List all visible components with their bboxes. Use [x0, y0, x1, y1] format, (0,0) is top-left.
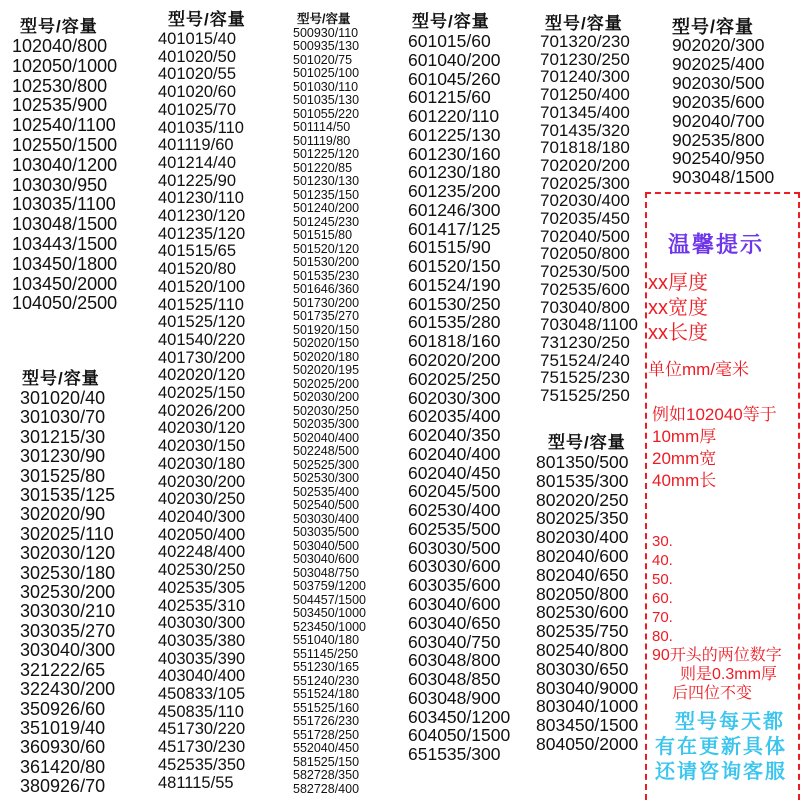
model-capacity-entry: 803040/9000 — [536, 677, 639, 698]
column-header: 型号/容量 — [548, 433, 626, 452]
model-capacity-entry: 731230/250 — [540, 332, 630, 352]
model-capacity-entry: 702035/450 — [540, 209, 630, 229]
model-capacity-entry: 501119/80 — [293, 133, 351, 148]
model-capacity-entry: 802540/800 — [536, 639, 629, 660]
model-capacity-entry: 703048/1100 — [540, 315, 639, 335]
model-capacity-entry: 581525/150 — [293, 754, 360, 769]
model-capacity-entry: 451730/230 — [158, 738, 246, 757]
model-capacity-entry: 481115/55 — [158, 773, 234, 792]
model-capacity-entry: 602040/350 — [408, 425, 501, 446]
model-capacity-entry: 603450/1200 — [408, 706, 511, 727]
model-capacity-entry: 401520/100 — [158, 277, 246, 296]
model-capacity-entry: 502535/400 — [293, 484, 360, 499]
model-capacity-entry: 452535/350 — [158, 755, 246, 774]
model-capacity-entry: 603035/600 — [408, 575, 501, 596]
model-capacity-entry: 302530/200 — [20, 582, 116, 603]
model-capacity-entry: 501220/85 — [293, 160, 353, 175]
dimension-legend — [648, 271, 708, 346]
model-capacity-entry: 501035/130 — [293, 93, 360, 107]
model-capacity-entry: 602035/400 — [408, 406, 501, 427]
model-capacity-entry: 360930/60 — [20, 737, 106, 758]
model-capacity-entry: 702535/600 — [540, 279, 630, 299]
model-capacity-entry: 501515/80 — [293, 228, 353, 242]
model-capacity-entry: 302530/180 — [20, 562, 116, 583]
model-capacity-entry: 503450/1000 — [293, 606, 366, 620]
model-capacity-entry: 551728/250 — [293, 727, 360, 742]
model-capacity-entry: 403040/400 — [158, 667, 246, 686]
prefix-note-line: 则是0.3mm厚 — [680, 666, 777, 683]
model-capacity-entry: 301230/90 — [20, 446, 106, 467]
model-capacity-entry: 803030/650 — [536, 658, 629, 679]
model-capacity-entry: 701320/230 — [540, 32, 630, 51]
update-note-line: 型号每天都 — [675, 711, 785, 733]
model-capacity-entry: 402030/180 — [158, 454, 246, 473]
model-capacity-list — [536, 453, 638, 754]
model-capacity-entry: 601045/260 — [408, 68, 501, 89]
model-capacity-entry: 450835/110 — [158, 702, 244, 721]
model-capacity-entry: 402030/120 — [158, 419, 246, 438]
model-capacity-entry: 801535/300 — [536, 470, 629, 491]
model-capacity-entry: 401119/60 — [158, 136, 234, 155]
model-capacity-entry: 601515/90 — [408, 237, 491, 258]
model-capacity-entry: 401540/220 — [158, 330, 246, 349]
model-capacity-entry: 601535/280 — [408, 312, 501, 333]
prefix-list — [652, 532, 673, 646]
model-capacity-entry: 902025/400 — [672, 53, 765, 74]
model-capacity-entry: 503030/400 — [293, 511, 360, 526]
model-capacity-entry: 601015/60 — [408, 31, 491, 51]
model-capacity-entry: 603040/650 — [408, 612, 501, 633]
model-capacity-entry: 102530/800 — [12, 75, 108, 96]
model-capacity-entry: 702025/300 — [540, 173, 630, 193]
model-capacity-entry: 902020/300 — [672, 35, 765, 55]
column-header: 型号/容量 — [20, 17, 98, 36]
model-capacity-entry: 401230/110 — [158, 189, 244, 208]
model-capacity-entry: 551525/160 — [293, 700, 360, 715]
model-capacity-entry: 601524/190 — [408, 274, 501, 295]
model-capacity-entry: 703040/800 — [540, 297, 630, 317]
model-capacity-entry: 701435/320 — [540, 120, 630, 140]
model-capacity-entry: 450833/105 — [158, 685, 246, 704]
model-capacity-entry: 751525/250 — [540, 386, 630, 406]
model-capacity-entry: 350926/60 — [20, 698, 106, 719]
model-capacity-entry: 500930/110 — [293, 25, 359, 40]
example-line: 40mm长 — [652, 471, 717, 490]
model-capacity-entry: 401025/70 — [158, 100, 236, 119]
model-capacity-entry: 301535/125 — [20, 485, 116, 506]
model-capacity-entry: 802020/250 — [536, 489, 629, 510]
model-capacity-entry: 501230/130 — [293, 174, 360, 188]
prefix-line: 60. — [652, 590, 673, 607]
model-capacity-entry: 701240/300 — [540, 67, 630, 87]
model-capacity-entry: 501025/100 — [293, 66, 360, 80]
model-capacity-entry: 501030/110 — [293, 79, 359, 94]
prefix-note-line: 90开头的两位数字 — [652, 647, 782, 664]
model-capacity-entry: 503035/500 — [293, 525, 360, 539]
model-capacity-entry: 503048/750 — [293, 565, 360, 580]
model-capacity-entry: 302020/90 — [20, 504, 106, 525]
model-capacity-entry: 103035/1100 — [12, 194, 116, 215]
model-capacity-entry: 551524/180 — [293, 687, 360, 701]
prefix-note-line: 后四位不变 — [672, 685, 753, 702]
model-capacity-entry: 501646/360 — [293, 282, 360, 296]
model-capacity-entry: 103443/1500 — [12, 233, 118, 254]
model-capacity-entry: 401015/40 — [158, 30, 236, 48]
model-capacity-list — [293, 27, 366, 797]
model-capacity-entry: 551145/250 — [293, 646, 359, 661]
prefix-line: 40. — [652, 552, 673, 569]
model-capacity-entry: 501240/200 — [293, 201, 360, 215]
model-capacity-entry: 402026/200 — [158, 401, 246, 420]
model-capacity-entry: 402040/300 — [158, 507, 246, 526]
model-capacity-list — [672, 36, 774, 187]
model-capacity-entry: 380926/70 — [20, 776, 106, 797]
model-capacity-entry: 102535/900 — [12, 95, 108, 116]
model-capacity-entry: 902540/950 — [672, 148, 765, 169]
model-capacity-entry: 103030/950 — [12, 174, 108, 195]
model-capacity-entry: 601230/160 — [408, 143, 501, 164]
model-capacity-entry: 651535/300 — [408, 744, 501, 765]
model-capacity-entry: 102550/1500 — [12, 134, 118, 155]
prefix-line: 30. — [652, 533, 673, 550]
model-capacity-entry: 401020/50 — [158, 47, 236, 66]
model-capacity-entry: 803040/1000 — [536, 696, 639, 717]
model-capacity-entry: 104050/2500 — [12, 293, 118, 314]
model-capacity-entry: 601230/180 — [408, 162, 501, 183]
model-capacity-entry: 361420/80 — [20, 756, 106, 777]
model-capacity-entry: 501114/50 — [293, 120, 351, 134]
model-capacity-entry: 303040/300 — [20, 640, 116, 661]
model-capacity-list — [540, 33, 638, 405]
model-capacity-entry: 701250/400 — [540, 85, 630, 105]
model-capacity-entry: 401525/110 — [158, 295, 244, 314]
model-capacity-entry: 602530/400 — [408, 500, 501, 521]
model-capacity-entry: 602025/250 — [408, 368, 501, 389]
model-capacity-entry: 501920/150 — [293, 322, 360, 337]
model-capacity-entry: 303030/210 — [20, 601, 116, 622]
model-capacity-entry: 401020/55 — [158, 65, 236, 84]
model-capacity-entry: 502030/250 — [293, 403, 360, 418]
model-capacity-entry: 103048/1500 — [12, 214, 118, 235]
model-capacity-entry: 301030/70 — [20, 407, 106, 428]
model-capacity-entry: 301215/30 — [20, 426, 106, 447]
model-capacity-list — [408, 32, 510, 764]
model-capacity-entry: 902040/700 — [672, 110, 765, 131]
model-capacity-entry: 551240/230 — [293, 673, 360, 688]
model-capacity-entry: 601215/60 — [408, 87, 491, 108]
model-capacity-entry: 301020/40 — [20, 388, 106, 408]
model-capacity-entry: 321222/65 — [20, 659, 106, 680]
column-header: 型号/容量 — [22, 369, 100, 388]
model-capacity-entry: 103450/1800 — [12, 253, 118, 274]
model-capacity-entry: 501520/120 — [293, 241, 360, 256]
model-capacity-entry: 601235/200 — [408, 181, 501, 202]
model-capacity-entry: 804050/2000 — [536, 733, 639, 754]
model-capacity-entry: 401214/40 — [158, 153, 236, 172]
model-capacity-entry: 602020/200 — [408, 350, 501, 371]
example-line: 例如102040等于 — [652, 405, 777, 424]
prefix-line: 50. — [652, 571, 673, 588]
model-capacity-entry: 500935/130 — [293, 39, 360, 53]
model-capacity-entry: 551230/165 — [293, 660, 360, 674]
model-capacity-entry: 802025/350 — [536, 508, 629, 529]
model-capacity-entry: 604050/1500 — [408, 725, 511, 746]
model-capacity-entry: 401730/200 — [158, 348, 246, 367]
model-capacity-entry: 603040/600 — [408, 593, 501, 614]
model-capacity-entry: 902030/500 — [672, 72, 765, 93]
model-capacity-entry: 552040/450 — [293, 741, 360, 755]
model-capacity-entry: 701230/250 — [540, 49, 630, 69]
model-capacity-entry: 402030/150 — [158, 437, 246, 456]
example-line: 20mm宽 — [652, 449, 717, 468]
model-capacity-entry: 902535/800 — [672, 129, 765, 150]
model-capacity-entry: 802030/400 — [536, 527, 629, 548]
model-capacity-entry: 502020/180 — [293, 349, 360, 364]
model-capacity-entry: 602040/400 — [408, 443, 501, 464]
column-header: 型号/容量 — [412, 12, 490, 31]
model-capacity-entry: 401525/120 — [158, 313, 246, 332]
model-capacity-entry: 802530/600 — [536, 602, 629, 623]
model-capacity-entry: 803450/1500 — [536, 715, 639, 736]
model-capacity-entry: 501535/230 — [293, 268, 360, 283]
model-capacity-entry: 502030/200 — [293, 390, 360, 404]
model-capacity-entry: 102540/1100 — [12, 115, 116, 136]
unit-note: 单位mm/毫米 — [648, 360, 750, 379]
model-capacity-entry: 502020/195 — [293, 363, 360, 377]
model-capacity-entry: 402030/200 — [158, 472, 246, 491]
model-capacity-entry: 501225/120 — [293, 147, 360, 161]
model-capacity-entry: 503040/600 — [293, 552, 360, 566]
model-capacity-entry: 302030/120 — [20, 543, 116, 564]
model-capacity-entry: 501245/230 — [293, 214, 360, 229]
model-capacity-entry: 503759/1200 — [293, 579, 366, 593]
model-capacity-entry: 102040/800 — [12, 36, 108, 56]
model-capacity-entry: 601225/130 — [408, 124, 501, 145]
model-capacity-entry: 701818/180 — [540, 138, 630, 158]
model-capacity-entry: 502530/300 — [293, 471, 360, 485]
model-capacity-entry: 403035/390 — [158, 649, 246, 668]
model-capacity-entry: 403035/380 — [158, 631, 246, 650]
column-header: 型号/容量 — [672, 17, 755, 37]
model-capacity-entry: 401515/65 — [158, 242, 236, 261]
model-capacity-entry: 502540/500 — [293, 498, 360, 512]
model-capacity-entry: 501730/200 — [293, 295, 360, 310]
model-capacity-entry: 502035/300 — [293, 417, 360, 431]
model-capacity-entry: 603030/500 — [408, 537, 501, 558]
model-capacity-entry: 503040/500 — [293, 538, 360, 553]
model-capacity-entry: 551726/230 — [293, 714, 360, 728]
model-capacity-entry: 702020/200 — [540, 155, 630, 175]
update-note-line: 有在更新具体 — [655, 736, 787, 758]
model-capacity-entry: 603040/750 — [408, 631, 501, 652]
model-capacity-entry: 702050/800 — [540, 244, 630, 264]
model-capacity-entry: 502248/500 — [293, 444, 360, 458]
model-capacity-entry: 603030/600 — [408, 556, 501, 577]
example-explanation — [652, 404, 777, 492]
model-capacity-entry: 103040/1200 — [12, 154, 118, 175]
model-capacity-entry: 501020/75 — [293, 52, 353, 67]
model-capacity-entry: 401235/120 — [158, 224, 246, 243]
model-capacity-entry: 402025/150 — [158, 384, 246, 403]
model-capacity-entry: 302025/110 — [20, 523, 114, 544]
dimension-line: xx宽度 — [648, 297, 708, 319]
model-capacity-entry: 402050/400 — [158, 525, 246, 544]
model-capacity-list — [12, 37, 117, 314]
model-capacity-entry: 501530/200 — [293, 255, 360, 269]
model-capacity-entry: 351019/40 — [20, 717, 106, 738]
model-capacity-entry: 602045/500 — [408, 481, 501, 502]
model-capacity-entry: 603048/850 — [408, 669, 501, 690]
model-capacity-entry: 751525/230 — [540, 368, 630, 388]
model-capacity-entry: 402530/250 — [158, 561, 246, 580]
model-capacity-entry: 902035/600 — [672, 91, 765, 112]
dimension-line: xx厚度 — [648, 272, 708, 294]
model-capacity-entry: 102050/1000 — [12, 55, 118, 76]
model-capacity-entry: 301525/80 — [20, 465, 106, 486]
model-capacity-entry: 403030/300 — [158, 614, 246, 633]
notice-title: 温馨提示 — [668, 232, 765, 257]
model-capacity-entry: 601417/125 — [408, 218, 501, 239]
model-capacity-entry: 402535/310 — [158, 596, 246, 615]
model-capacity-entry: 303035/270 — [20, 620, 116, 641]
model-capacity-list — [158, 31, 245, 792]
model-capacity-entry: 802535/750 — [536, 621, 629, 642]
model-capacity-entry: 751524/240 — [540, 350, 630, 370]
model-capacity-entry: 502525/300 — [293, 457, 360, 472]
model-capacity-entry: 401035/110 — [158, 118, 244, 137]
model-capacity-entry: 601520/150 — [408, 256, 501, 277]
model-capacity-entry: 602040/450 — [408, 462, 501, 483]
column-header: 型号/容量 — [297, 12, 351, 26]
model-capacity-entry: 701345/400 — [540, 102, 630, 122]
prefix-line: 80. — [652, 628, 673, 645]
model-capacity-entry: 502040/400 — [293, 430, 360, 445]
model-capacity-entry: 582728/400 — [293, 781, 360, 796]
model-capacity-entry: 702040/500 — [540, 226, 630, 246]
model-capacity-entry: 601220/110 — [408, 106, 500, 127]
model-capacity-entry: 602535/500 — [408, 518, 501, 539]
model-capacity-entry: 402030/250 — [158, 490, 246, 509]
model-capacity-entry: 501235/150 — [293, 187, 360, 202]
model-capacity-entry: 401520/80 — [158, 260, 236, 279]
model-capacity-entry: 402020/120 — [158, 366, 246, 385]
model-capacity-entry: 702030/400 — [540, 191, 630, 211]
model-capacity-entry: 401020/60 — [158, 83, 236, 102]
model-capacity-entry: 504457/1500 — [293, 592, 366, 607]
model-capacity-entry: 582728/350 — [293, 768, 360, 782]
column-header: 型号/容量 — [545, 14, 623, 33]
model-capacity-entry: 451730/220 — [158, 720, 246, 739]
update-note-line: 还请咨询客服 — [655, 761, 787, 783]
model-capacity-entry: 601818/160 — [408, 331, 501, 352]
model-capacity-entry: 601040/200 — [408, 49, 501, 70]
model-capacity-entry: 401230/120 — [158, 207, 246, 226]
model-capacity-entry: 502020/150 — [293, 336, 360, 350]
model-capacity-entry: 402535/305 — [158, 578, 246, 597]
model-capacity-entry: 903048/1500 — [672, 167, 775, 188]
model-capacity-entry: 502025/200 — [293, 376, 360, 391]
prefix-line: 70. — [652, 609, 673, 626]
column-header: 型号/容量 — [168, 10, 246, 29]
model-capacity-entry: 601246/300 — [408, 199, 501, 220]
example-line: 10mm厚 — [652, 427, 717, 446]
model-capacity-entry: 802040/650 — [536, 564, 629, 585]
model-capacity-entry: 501735/270 — [293, 309, 360, 323]
model-capacity-entry: 603048/800 — [408, 650, 501, 671]
model-capacity-list — [20, 389, 115, 797]
model-capacity-entry: 402248/400 — [158, 543, 246, 562]
model-capacity-entry: 322430/200 — [20, 679, 116, 700]
model-capacity-entry: 401225/90 — [158, 171, 236, 190]
dimension-line: xx长度 — [648, 322, 708, 344]
model-capacity-entry: 702530/500 — [540, 262, 630, 282]
model-capacity-entry: 602030/300 — [408, 387, 501, 408]
model-capacity-entry: 601530/250 — [408, 293, 501, 314]
model-capacity-entry: 103450/2000 — [12, 273, 118, 294]
model-capacity-entry: 551040/180 — [293, 633, 360, 647]
model-capacity-entry: 523450/1000 — [293, 619, 366, 634]
model-capacity-entry: 603048/900 — [408, 687, 501, 708]
model-capacity-entry: 501055/220 — [293, 106, 360, 121]
model-capacity-entry: 802050/800 — [536, 583, 629, 604]
model-capacity-entry: 802040/600 — [536, 545, 629, 566]
model-capacity-entry: 801350/500 — [536, 452, 629, 472]
